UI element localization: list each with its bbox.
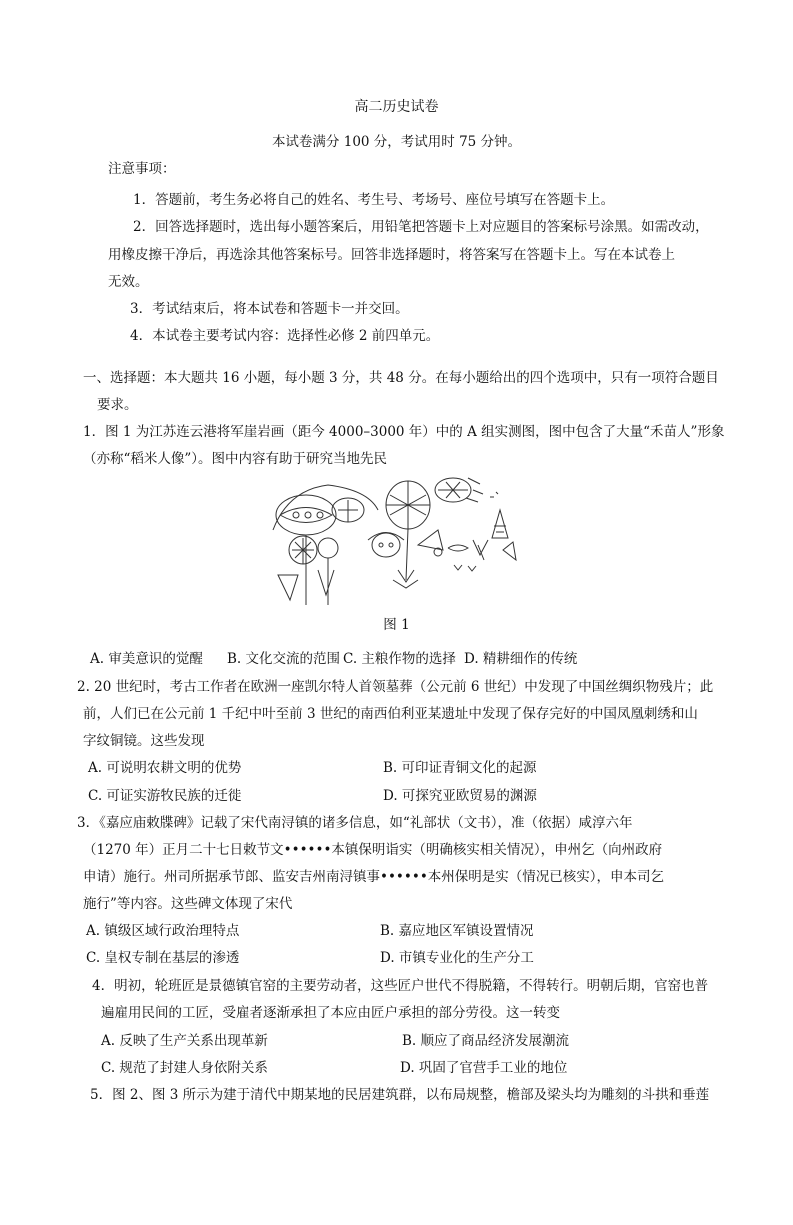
question-4-text-cont: 遍雇用民间的工匠，受雇者逐渐承担了本应由匠户承担的部分劳役。这一转变 bbox=[101, 1005, 560, 1021]
figure-group-middle bbox=[368, 478, 483, 588]
question-2-option-c[interactable]: C. 可证实游牧民族的迁徙 bbox=[88, 788, 242, 804]
question-4-option-c[interactable]: C. 规范了封建人身依附关系 bbox=[101, 1060, 268, 1076]
exam-info: 本试卷满分 100 分，考试用时 75 分钟。 bbox=[271, 134, 522, 150]
question-1-text-cont: （亦称“稻米人像”）。图中内容有助于研究当地先民 bbox=[83, 451, 388, 467]
question-3-option-d[interactable]: D. 市镇专业化的生产分工 bbox=[380, 950, 534, 966]
question-1-option-d[interactable]: D. 精耕细作的传统 bbox=[464, 651, 578, 667]
section-heading-cont: 要求。 bbox=[97, 397, 138, 413]
figure-group-left bbox=[273, 485, 378, 605]
question-1-text: 1．图 1 为江苏连云港将军崖岩画（距今 4000–3000 年）中的 A 组实测图，图中包含了大量“禾苗人”形象 bbox=[83, 424, 725, 440]
question-3-option-b[interactable]: B. 嘉应地区军镇设置情况 bbox=[380, 923, 534, 939]
section-heading: 一、选择题：本大题共 16 小题，每小题 3 分，共 48 分。在每小题给出的四个选项中，只有一项符合题目 bbox=[83, 370, 719, 386]
question-4-option-b[interactable]: B. 顺应了商品经济发展潮流 bbox=[402, 1033, 570, 1049]
question-4-option-d[interactable]: D. 巩固了官营手工业的地位 bbox=[400, 1060, 568, 1076]
figure-group-right bbox=[434, 492, 516, 571]
question-1-option-c[interactable]: C. 主粮作物的选择 bbox=[343, 651, 456, 667]
question-3-text-end: 施行”等内容。这些碑文体现了宋代 bbox=[83, 896, 293, 912]
figure-1-caption: 图 1 bbox=[383, 617, 410, 633]
question-3-text-cont2: 申请）施行。州司所据承节郎、监安吉州南浔镇事••••••本州保明是实（情况已核实），申本司乞 bbox=[83, 869, 665, 885]
rock-painting-figure bbox=[268, 470, 530, 615]
notice-item-4: 4．本试卷主要考试内容：选择性必修 2 前四单元。 bbox=[130, 328, 440, 344]
notice-item-2: 2．回答选择题时，选出每小题答案后，用铅笔把答题卡上对应题目的答案标号涂黑。如需改动， bbox=[133, 219, 709, 235]
question-3-option-c[interactable]: C. 皇权专制在基层的渗透 bbox=[86, 950, 240, 966]
question-2-option-a[interactable]: A. 可说明农耕文明的优势 bbox=[88, 760, 242, 776]
question-2-option-d[interactable]: D. 可探究亚欧贸易的渊源 bbox=[383, 788, 537, 804]
notice-item-2-cont: 用橡皮擦干净后，再选涂其他答案标号。回答非选择题时，将答案写在答题卡上。写在本试卷上 bbox=[108, 247, 675, 263]
notice-item-3: 3．考试结束后，将本试卷和答题卡一并交回。 bbox=[130, 301, 409, 317]
question-4-option-a[interactable]: A. 反映了生产关系出现革新 bbox=[101, 1033, 268, 1049]
question-3-text: 3．《嘉应庙敕牒碑》记载了宋代南浔镇的诸多信息，如“礼部状（文书），准（依据）咸淳六年 bbox=[77, 815, 633, 831]
question-1-option-b[interactable]: B. 文化交流的范围 bbox=[227, 651, 341, 667]
question-3-text-cont: （1270 年）正月二十七日敕节文••••••本镇保明诣实（明确核实相关情况），申州乞（向州政府 bbox=[83, 842, 663, 858]
notice-heading: 注意事项： bbox=[108, 161, 176, 177]
question-2-text-end: 字纹铜镜。这些发现 bbox=[83, 733, 205, 749]
question-5-text: 5．图 2、图 3 所示为建于清代中期某地的民居建筑群，以布局规整，檐部及梁头均为雕刻的斗拱和垂莲 bbox=[90, 1087, 710, 1103]
page-title: 高二历史试卷 bbox=[354, 99, 439, 115]
notice-item-2-end: 无效。 bbox=[108, 274, 149, 290]
question-4-text: 4．明初，轮班匠是景德镇官窑的主要劳动者，这些匠户世代不得脱籍，不得转行。明朝后期，官窑也普 bbox=[92, 978, 709, 994]
question-2-option-b[interactable]: B. 可印证青铜文化的起源 bbox=[383, 760, 537, 776]
question-1-option-a[interactable]: A. 审美意识的觉醒 bbox=[90, 651, 203, 667]
question-2-text: 2. 20 世纪时，考古工作者在欧洲一座凯尔特人首领墓葬（公元前 6 世纪）中发现了中国丝绸织物残片；此 bbox=[77, 679, 714, 695]
notice-item-1: 1．答题前，考生务必将自己的姓名、考生号、考场号、座位号填写在答题卡上。 bbox=[133, 192, 615, 208]
question-2-text-cont: 前，人们已在公元前 1 千纪中叶至前 3 世纪的南西伯利亚某遗址中发现了保存完好的中国凤凰刺绣和山 bbox=[83, 706, 698, 722]
question-1-options bbox=[90, 650, 577, 668]
question-3-option-a[interactable]: A. 镇级区域行政治理特点 bbox=[86, 923, 240, 939]
